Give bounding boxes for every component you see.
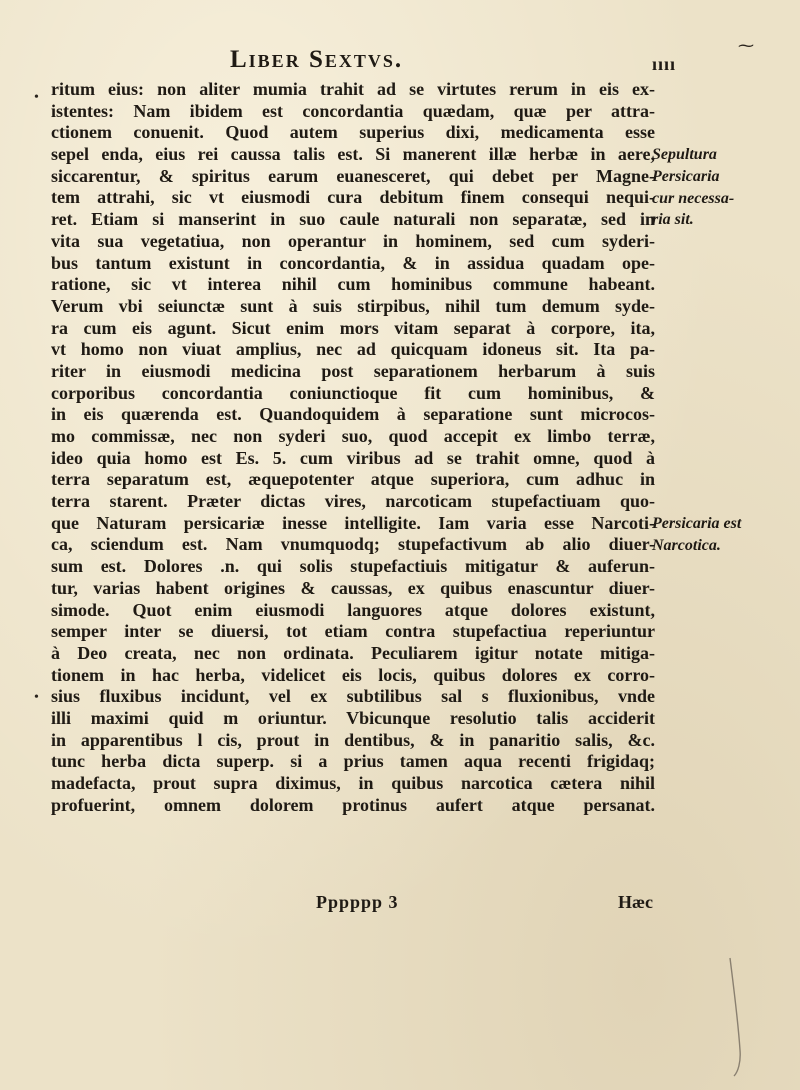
text-line: sepel enda, eius rei caussa talis est. Si manerent illæ herbæ in aere, — [51, 144, 655, 165]
main-text — [51, 79, 655, 816]
text-line: in eis quærenda est. Quandoquidem à separatione sunt microcos- — [51, 404, 655, 425]
text-line: tur, varias habent origines & caussas, ex quibus enascuntur diuer- — [51, 577, 655, 598]
text-line: terra starent. Præter dictas vires, narcoticam stupefactiuam quo- — [51, 491, 655, 512]
text-line: Verum vbi seiunctæ sunt à suis stirpibus, nihil tum demum syde- — [51, 295, 655, 316]
marginal-note — [652, 513, 741, 535]
text-line: madefacta, prout supra diximus, in quibus narcotica cætera nihil — [51, 773, 655, 793]
catchword: Hæc — [618, 892, 653, 912]
text-line: ctionem conuenit. Quod autem superius dixi, medicamenta esse — [51, 122, 655, 143]
marginal-note-line: Narcotica. — [652, 536, 721, 554]
text-line: sius fluxibus incidunt, vel ex subtilibus sal s fluxionibus, vnde — [51, 686, 655, 707]
marginal-note-line: Persicaria — [652, 167, 720, 185]
margin-dot-icon: • — [34, 90, 39, 105]
marginal-note-line: Persicaria est — [652, 515, 742, 532]
text-line: sum est. Dolores .n. qui solis stupefactiuis mitigatur & auferun- — [51, 556, 655, 577]
text-line: vt homo non viuat amplius, nec ad quicquam idoneus sit. Ita pa- — [51, 339, 655, 360]
signature-mark: Pppppp 3 — [316, 892, 399, 912]
catchword-row — [51, 892, 655, 916]
marginal-note-line: ria sit. — [652, 211, 694, 229]
text-line: tunc herba dicta superp. si a prius tamen aqua recenti frigidaq; — [51, 751, 655, 772]
book-title: Liber Sextvs. — [230, 46, 404, 73]
text-line: à Deo creata, nec non ordinata. Peculiarem igitur notate mitiga- — [51, 642, 655, 663]
text-line: corporibus concordantia coniunctioque fit cum hominibus, & — [51, 382, 655, 403]
text-line: illi maximi quid m oriuntur. Vbicunque resolutio talis acciderit — [51, 707, 655, 728]
text-line: ret. Etiam si manserint in suo caule naturali non separatæ, sed in — [51, 209, 655, 230]
marginal-note — [652, 166, 720, 188]
text-line: ratione, sic vt interea nihil cum hominibus commune habeant. — [51, 274, 655, 295]
text-line: istentes: Nam ibidem est concordantia quædam, quæ per attra- — [51, 100, 655, 121]
text-line: mo commissæ, nec non syderi suo, quod accepit ex limbo terræ, — [51, 426, 655, 446]
pencil-mark-icon — [700, 950, 760, 1080]
marginal-note — [652, 209, 694, 231]
text-line: semper inter se diuersi, tot etiam contra stupefactiua reperiuntur — [51, 621, 655, 642]
marginal-note — [652, 188, 734, 210]
marginal-note — [652, 144, 717, 166]
page-number: ıııı — [652, 54, 677, 74]
text-line: profuerint, omnem dolorem protinus aufert atque persanat. — [51, 794, 655, 815]
text-line: ca, sciendum est. Nam vnumquodq; stupefactivum ab alio diuer- — [51, 534, 655, 555]
text-line: ritum eius: non aliter mumia trahit ad se virtutes rerum in eis ex- — [51, 79, 655, 99]
marginal-note-line: Sepultura — [652, 146, 717, 164]
text-line: ideo quia homo est Es. 5. cum viribus ad se trahit omne, quod à — [51, 447, 655, 468]
text-line: bus tantum existunt in concordantia, & in assidua quadam ope- — [51, 252, 655, 273]
text-line: vita sua vegetatiua, non operantur in hominem, sed cum syderi- — [51, 230, 655, 251]
text-line: ra cum eis agunt. Sicut enim mors vitam separat à corpore, ita, — [51, 317, 655, 338]
text-line: que Naturam persicariæ inesse intelligite. Iam varia esse Narcoti- — [51, 512, 655, 533]
marginal-note — [652, 535, 721, 557]
text-line: terra separatum est, æquepotenter atque superiora, cum adhuc in — [51, 469, 655, 490]
text-line: tem attrahi, sic vt eiusmodi cura debitum finem consequi nequi- — [51, 187, 655, 208]
text-line: simode. Quot enim eiusmodi languores atque dolores existunt, — [51, 599, 655, 620]
marginal-note-line: cur necessa- — [652, 189, 735, 207]
text-line: tionem in hac herba, videlicet eis locis, quibus dolores ex corro- — [51, 664, 655, 685]
ink-mark-icon: ⁓ — [738, 38, 754, 55]
running-head — [0, 0, 800, 80]
text-line: riter in eiusmodi medicina post separationem herbarum à suis — [51, 360, 655, 381]
text-line: in apparentibus l cis, prout in dentibus, & in panaritio salis, &c. — [51, 729, 655, 750]
margin-dot-icon: • — [34, 690, 39, 705]
text-line: siccarentur, & spiritus earum euanesceret, qui debet per Magne- — [51, 165, 655, 186]
